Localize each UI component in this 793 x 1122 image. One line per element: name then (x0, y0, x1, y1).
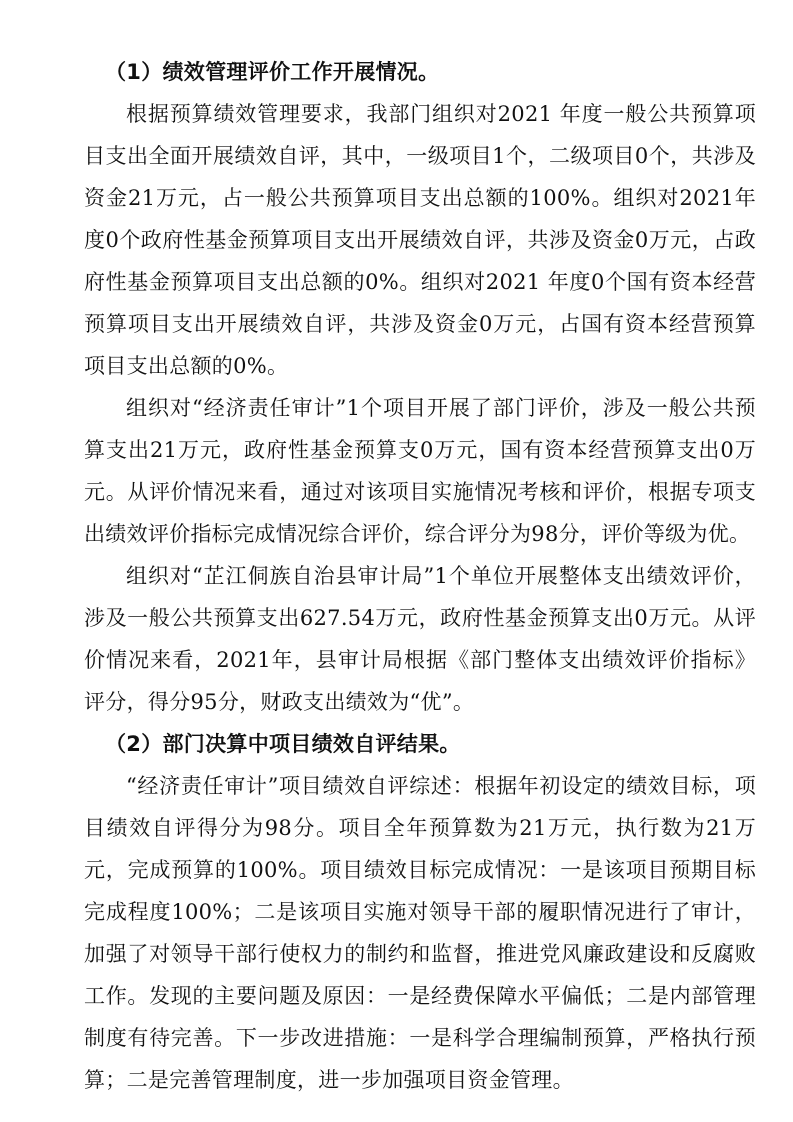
section-1-paragraph-3: 组织对“芷江侗族自治县审计局”1个单位开展整体支出绩效评价，涉及一般公共预算支出627.54万元，政府性基金预算支出0万元。从评价情况来看，2021年，县审计局根据《部门整体支出绩效评价指标》评分，得分95分，财政支出绩效为“优”。 (84, 564, 756, 714)
section-2-heading: （2）部门决算中项目绩效自评结果。 (105, 732, 461, 756)
section-2-paragraph-1: “经济责任审计”项目绩效自评综述：根据年初设定的绩效目标，项目绩效自评得分为98分。项目全年预算数为21万元，执行数为21万元，完成预算的100%。项目绩效目标完成情况：一是该项目预期目标完成程度100%；二是该项目实施对领导干部的履职情况进行了审计，加强了对领导干部行使权力的制约和监督，推进党风廉政建设和反腐败工作。发现的主要问题及原因：一是经费保障水平偏低；二是内部管理制度有待完善。下一步改进措施：一是科学合理编制预算，严格执行预算；二是完善管理制度，进一步加强项目资金管理。 (84, 774, 756, 1092)
section-1-paragraph-2: 组织对“经济责任审计”1个项目开展了部门评价，涉及一般公共预算支出21万元，政府性基金预算支0万元，国有资本经营预算支出0万元。从评价情况来看，通过对该项目实施情况考核和评价，根据专项支出绩效评价指标完成情况综合评价，综合评分为98分，评价等级为优。 (84, 396, 756, 546)
section-1-heading: （1）绩效管理评价工作开展情况。 (105, 60, 440, 84)
section-1-paragraph-1: 根据预算绩效管理要求，我部门组织对2021 年度一般公共预算项目支出全面开展绩效自评，其中，一级项目1个，二级项目0个，共涉及资金21万元，占一般公共预算项目支出总额的100%。组织对2021年度0个政府性基金预算项目支出开展绩效自评，共涉及资金0万元，占政府性基金预算项目支出总额的0%。组织对2021 年度0个国有资本经营预算项目支出开展绩效自评，共涉及资金0万元，占国有资本经营预算项目支出总额的0%。 (84, 102, 756, 378)
document-page (84, 51, 756, 1101)
